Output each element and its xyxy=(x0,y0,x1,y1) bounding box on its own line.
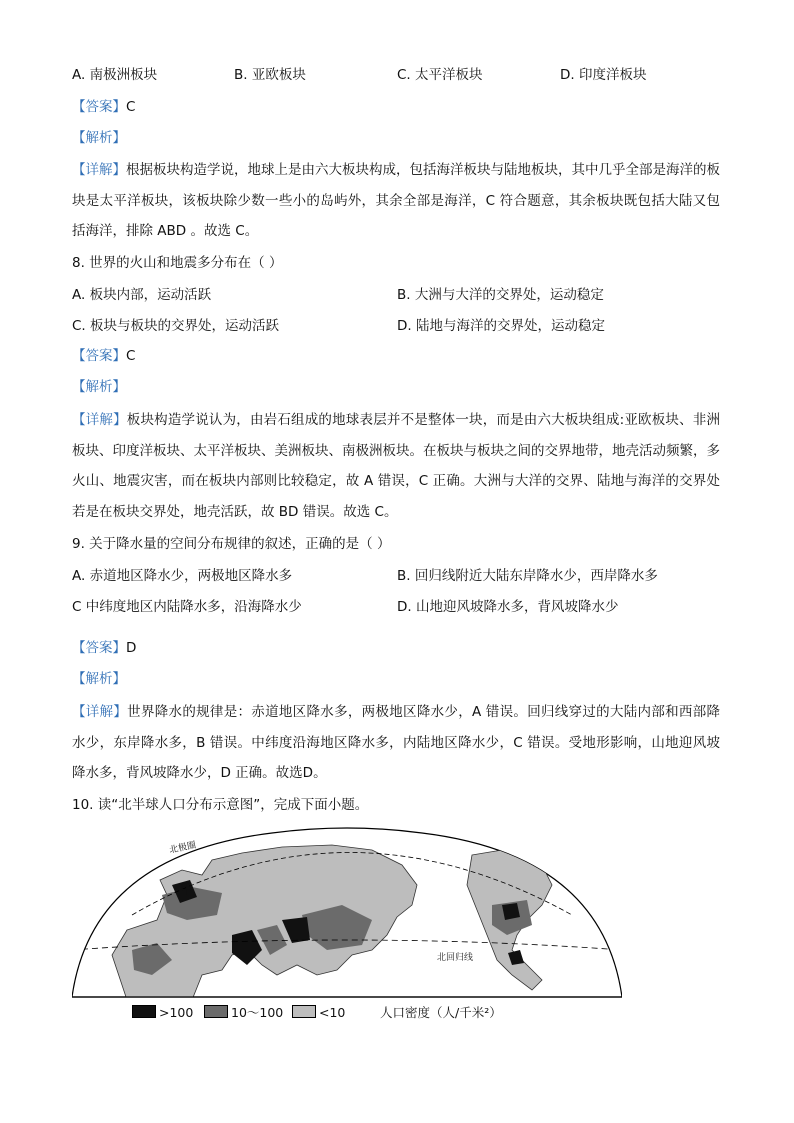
arctic-circle-label: 北极圈 xyxy=(168,840,198,856)
q9-option-b: B. 回归线附近大陆东岸降水少，西岸降水多 xyxy=(397,568,658,584)
q8-option-b: B. 大洲与大洋的交界处，运动稳定 xyxy=(397,287,604,303)
q7-analysis-label: 【解析】 xyxy=(72,130,126,146)
legend-swatch-mid xyxy=(204,1005,228,1018)
legend-mid-label: 10～100 xyxy=(231,1005,284,1020)
q8-answer-value: C xyxy=(126,348,136,364)
legend-high-label: >100 xyxy=(159,1005,194,1020)
q8-detail-text: 板块构造学说认为，由岩石组成的地球表层并不是整体一块，而是由六大板块组成:亚欧板块、非洲板块、印度洋板块、太平洋板块、美洲板块、南极洲板块。在板块与板块之间的交界地带，地壳活动频繁，多火山、地震灾害，而在板块内部则比较稳定，故 A 错误，C 正确。大洲与大洋的交界、陆地与海洋的交界处若是在板块交界处，地壳活跃，故 BD 错误。故选 C。 xyxy=(72,412,720,520)
q8-option-d: D. 陆地与海洋的交界处，运动稳定 xyxy=(397,318,605,334)
q7-answer-label: 【答案】 xyxy=(72,99,126,115)
legend-mid xyxy=(204,1004,283,1022)
region-jia-label: 甲 xyxy=(180,882,194,897)
legend-low xyxy=(292,1004,345,1022)
legend-title: 人口密度（人/千米²） xyxy=(380,1005,502,1020)
northern-hemisphere-population-map xyxy=(72,825,622,1000)
q9-detail xyxy=(72,697,720,789)
legend-swatch-high xyxy=(132,1005,156,1018)
q8-analysis-label: 【解析】 xyxy=(72,379,126,395)
q9-stem: 9. 关于降水量的空间分布规律的叙述，正确的是（ ） xyxy=(72,536,391,552)
q8-detail-label: 【详解】 xyxy=(72,412,127,428)
q9-detail-label: 【详解】 xyxy=(72,704,128,720)
q8-option-c: C. 板块与板块的交界处，运动活跃 xyxy=(72,318,280,334)
q9-detail-text: 世界降水的规律是：赤道地区降水多，两极地区降水少，A 错误。回归线穿过的大陆内部和西部降水少，东岸降水多，B 错误。中纬度沿海地区降水多，内陆地区降水少，C 错误。受地形影响，山地迎风坡降水多，背风坡降水少，D 正确。故选D。 xyxy=(72,704,720,781)
legend-swatch-low xyxy=(292,1005,316,1018)
q8-detail xyxy=(72,405,720,527)
q9-answer-value: D xyxy=(126,640,137,656)
q8-stem: 8. 世界的火山和地震多分布在（ ） xyxy=(72,255,283,271)
q7-detail xyxy=(72,155,720,247)
q9-option-a: A. 赤道地区降水少，两极地区降水多 xyxy=(72,568,293,584)
q9-answer xyxy=(72,639,136,657)
legend-high xyxy=(132,1004,193,1022)
q9-option-d: D. 山地迎风坡降水多，背风坡降水少 xyxy=(397,599,619,615)
q7-answer xyxy=(72,98,135,116)
q7-answer-value: C xyxy=(126,99,136,115)
q8-option-a: A. 板块内部，运动活跃 xyxy=(72,287,212,303)
q7-option-d: D. 印度洋板块 xyxy=(560,67,647,83)
q9-analysis-label: 【解析】 xyxy=(72,671,126,687)
legend-low-label: <10 xyxy=(319,1005,346,1020)
q8-answer xyxy=(72,347,135,365)
greenland xyxy=(512,833,562,860)
us-east-high-density xyxy=(502,903,520,920)
q7-detail-label: 【详解】 xyxy=(72,162,126,178)
q8-answer-label: 【答案】 xyxy=(72,348,126,364)
q7-detail-text: 根据板块构造学说，地球上是由六大板块构成，包括海洋板块与陆地板块，其中几乎全部是海洋的板块是太平洋板块，该板块除少数一些小的岛屿外，其余全部是海洋，C 符合题意，其余板块既包括大陆又包括海洋，排除 ABD 。故选 C。 xyxy=(72,162,720,239)
q7-option-a: A. 南极洲板块 xyxy=(72,67,158,83)
q7-option-c: C. 太平洋板块 xyxy=(397,67,483,83)
q9-answer-label: 【答案】 xyxy=(72,640,126,656)
q10-stem: 10. 读“北半球人口分布示意图”，完成下面小题。 xyxy=(72,797,369,813)
q7-option-b: B. 亚欧板块 xyxy=(234,67,306,83)
q9-option-c: C 中纬度地区内陆降水多，沿海降水少 xyxy=(72,599,302,615)
tropic-of-cancer-label: 北回归线 xyxy=(437,953,474,963)
